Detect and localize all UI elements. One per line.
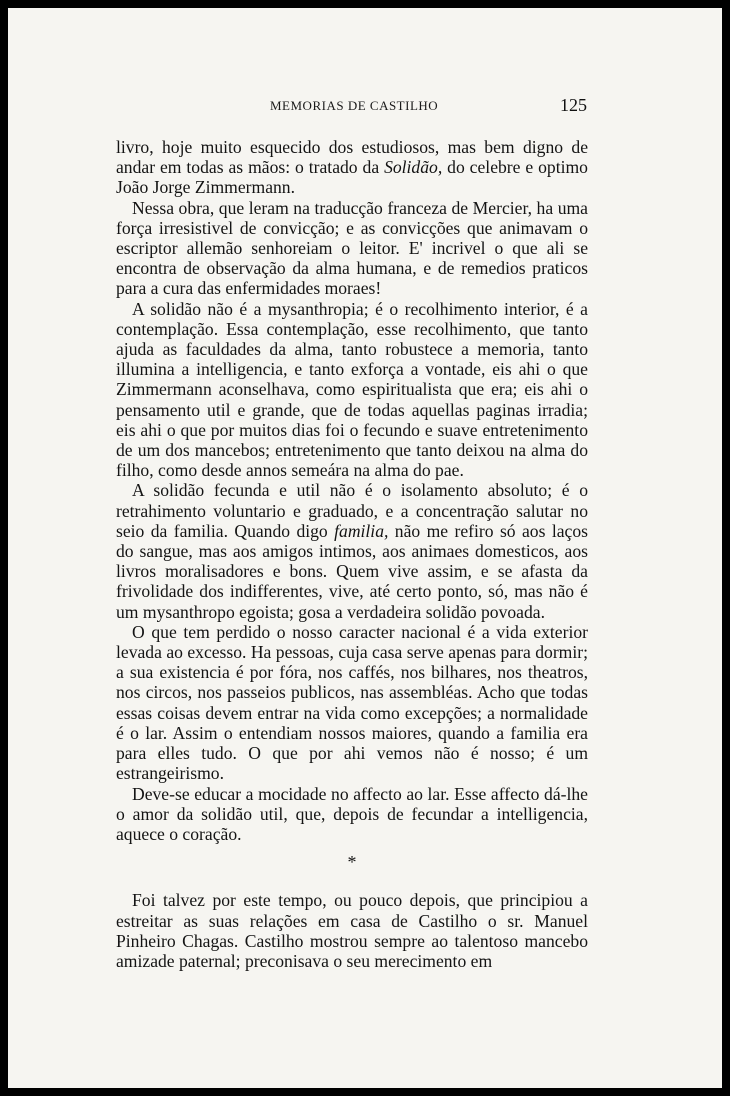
body-text bbox=[116, 137, 588, 971]
paragraph-7: Foi talvez por este tempo, ou pouco depois, que principiou a estreitar as suas relações em casa de Castilho o sr. Manuel Pinheiro Chagas. Castilho mostrou sempre ao talentoso mancebo amizade paternal; preconisava o seu merecimento em bbox=[116, 890, 588, 971]
page-header bbox=[8, 95, 722, 118]
paragraph-5: O que tem perdido o nosso caracter nacional é a vida exterior levada ao excesso. Ha pessoas, cuja casa serve apenas para dormir; a sua existencia é por fóra, nos caffés, nos bilhares, nos theatros, nos circos, nos passeios publicos, nas assembléas. Acho que todas essas coisas devem entrar na vida como excepções; a normalidade é o lar. Assim o entendiam nossos maiores, quando a familia era para elles tudo. O que por ahi vemos não é nosso; é um estrangeirismo. bbox=[116, 621, 588, 784]
paragraph-4 bbox=[116, 480, 588, 621]
paragraph-4-text-b: não me refiro só aos laços do sangue, mas aos amigos intimos, aos animaes domesticos, aos livros moralisadores e bons. Quem vive assim, e se afasta da frivolidade dos indifferentes, vive, até certo ponto, só, mas não é um mysanthropo egoista; gosa a verdadeira solidão povoada. bbox=[116, 520, 588, 622]
running-title: MEMORIAS DE CASTILHO bbox=[270, 98, 439, 113]
paragraph-1-text-a: livro, hoje muito esquecido dos estudiosos, mas bem digno de andar em todas as mãos: o tratado da bbox=[116, 137, 588, 178]
paragraph-4-italic: familia, bbox=[334, 520, 389, 541]
paragraph-1-text-b: do celebre e optimo João Jorge Zimmermann. bbox=[116, 157, 588, 198]
paragraph-1 bbox=[116, 137, 588, 198]
paragraph-4-text-a: A solidão fecunda e util não é o isolamento absoluto; é o retrahimento voluntario e graduado, e a concentração salutar no seio da familia. Quando digo bbox=[116, 480, 588, 541]
page-number: 125 bbox=[560, 95, 587, 115]
paragraph-3: A solidão não é a mysanthropia; é o recolhimento interior, é a contemplação. Essa contemplação, esse recolhimento, que tanto ajuda as faculdades da alma, tanto robustece a memoria, tanto illumina a intelligencia, e tanto exforça a vontade, eis ahi o que Zimmermann aconselhava, como espiritualista que era; eis ahi o pensamento util e grande, que de todas aquellas paginas irradia; eis ahi o que por muitos dias foi o fecundo e suave entretenimento de um dos mancebos; entretenimento que tanto deixou na alma do filho, como desde annos semeára na alma do pae. bbox=[116, 298, 588, 481]
paragraph-2: Nessa obra, que leram na traducção franceza de Mercier, ha uma força irresistivel de convicção; e as convicções que animavam o escriptor allemão senhoreiam o leitor. E' incrivel o que ali se encontra de observação da alma humana, e de remedios praticos para a cura das enfermidades moraes! bbox=[116, 197, 588, 299]
paragraph-1-italic: Solidão, bbox=[384, 157, 443, 178]
section-ornament: * bbox=[347, 852, 357, 873]
paragraph-6: Deve-se educar a mocidade no affecto ao lar. Esse affecto dá-lhe o amor da solidão util, que, depois de fecundar a intelligencia, aquece o coração. bbox=[116, 783, 588, 844]
book-page bbox=[8, 8, 722, 1088]
